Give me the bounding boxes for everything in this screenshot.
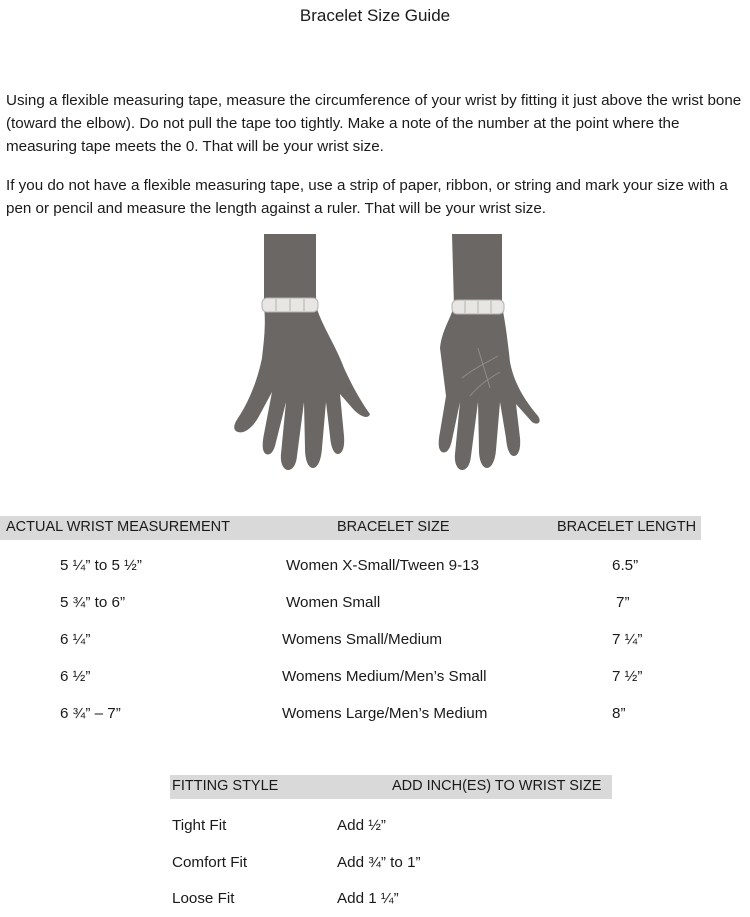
fit-row-3-add: Add 1 ¼”	[337, 890, 399, 907]
fit-row-2-add: Add ¾” to 1”	[337, 854, 421, 871]
instructions-paragraph-2: If you do not have a flexible measuring tape, use a strip of paper, ribbon, or string and mark your size with a pen or pencil and measure the length against a ruler. That will be your wrist size.	[6, 177, 728, 217]
size-row-4-length: 7 ½”	[612, 668, 643, 685]
left-hand-illustration	[234, 234, 370, 470]
fit-row-3-style: Loose Fit	[172, 890, 235, 907]
size-table-header-wrist: ACTUAL WRIST MEASUREMENT	[6, 519, 230, 535]
size-row-2-size: Women Small	[286, 594, 381, 611]
size-row-1-size: Women X-Small/Tween 9-13	[286, 557, 480, 574]
fit-table-header-style: FITTING STYLE	[172, 778, 279, 794]
size-row-3-wrist: 6 ¼”	[60, 631, 91, 648]
size-table-header-size: BRACELET SIZE	[337, 519, 450, 535]
fit-table-header-add: ADD INCH(ES) TO WRIST SIZE	[392, 778, 602, 794]
size-row-4-size: Womens Medium/Men’s Small	[282, 668, 487, 685]
size-row-1-length: 6.5”	[612, 557, 639, 574]
size-row-5-length: 8”	[612, 705, 626, 722]
size-row-4-wrist: 6 ½”	[60, 668, 91, 685]
size-row-5-size: Womens Large/Men’s Medium	[282, 705, 488, 722]
size-row-2-length: 7”	[616, 594, 630, 611]
fit-row-1-add: Add ½”	[337, 817, 386, 834]
fit-row-2-style: Comfort Fit	[172, 854, 248, 871]
size-row-1-wrist: 5 ¼” to 5 ½”	[60, 557, 142, 574]
size-row-2-wrist: 5 ¾” to 6”	[60, 594, 125, 611]
fit-row-1-style: Tight Fit	[172, 817, 227, 834]
size-row-3-size: Womens Small/Medium	[282, 631, 443, 648]
hands-illustration	[0, 228, 750, 478]
size-row-3-length: 7 ¼”	[612, 631, 643, 648]
right-hand-illustration	[439, 234, 540, 470]
instructions-paragraph-1: Using a flexible measuring tape, measure the circumference of your wrist by fitting it just above the wrist bone (toward the elbow). Do not pull the tape too tightly. Make a note of the number at the point where the measuring tape meets the 0. That will be your wrist size.	[6, 92, 742, 155]
size-row-5-wrist: 6 ¾” – 7”	[60, 705, 121, 722]
size-table-header-length: BRACELET LENGTH	[557, 519, 697, 535]
page-title: Bracelet Size Guide	[299, 6, 451, 25]
